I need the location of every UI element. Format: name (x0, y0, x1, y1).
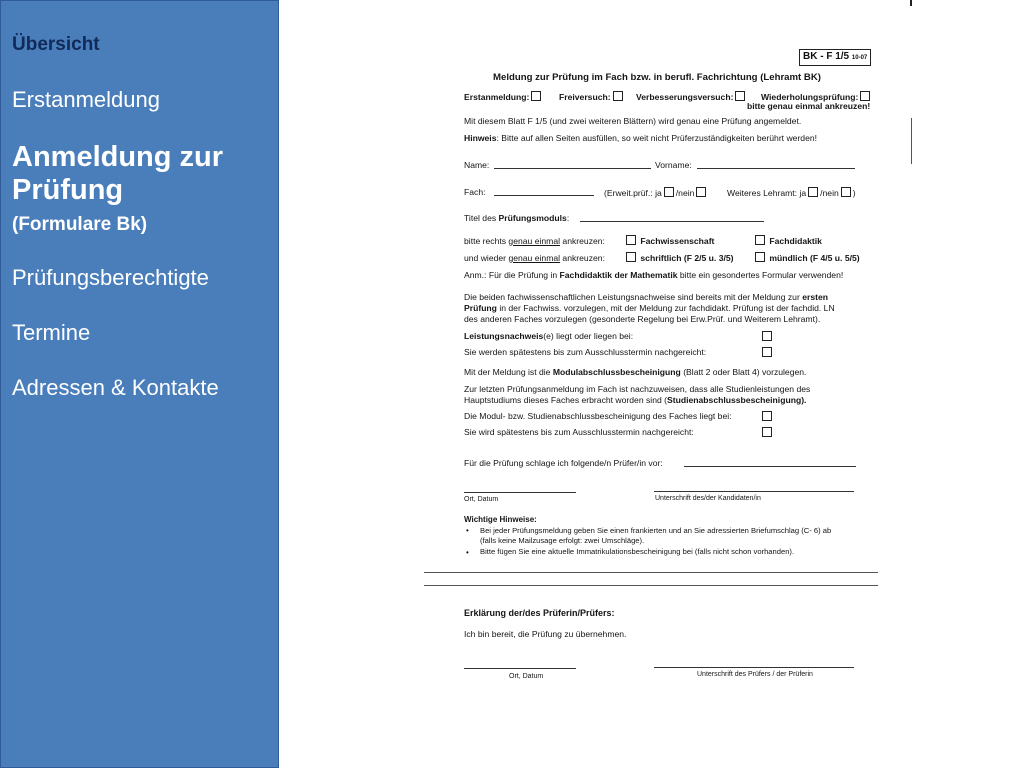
cert-attached-label: Die Modul- bzw. Studienabschlussbescheinigung des Faches liegt bei: (464, 411, 732, 421)
navigation-sidebar (0, 0, 279, 768)
option-oral: mündlich (F 4/5 u. 5/5) (753, 252, 860, 264)
scanned-form-document (280, 0, 1024, 768)
ln-attached-label: Leistungsnachweis(e) liegt oder liegen bei: (464, 331, 634, 341)
option-note: bitte genau einmal ankreuzen! (747, 101, 871, 111)
scan-mark (910, 0, 912, 6)
checkbox-ln-attached[interactable] (762, 331, 772, 341)
note-enrollment: Bitte fügen Sie eine aktuelle Immatrikulationsbescheinigung bei (falls nicht schon vorhanden). (480, 547, 795, 556)
final-registration-note: Zur letzten Prüfungsanmeldung im Fach ist nachzuweisen, dass alle Studienleistungen des (464, 384, 811, 394)
nav-item-exam-registration-subtitle[interactable]: (Formulare Bk) (12, 214, 148, 235)
final-registration-note: Hauptstudiums dieses Faches erbracht worden sind (Studienabschlussbescheinigung). (464, 395, 807, 405)
extended-exam-row: (Erweit.prüf.: ja /nein (604, 187, 708, 199)
checkbox-first-registration[interactable] (531, 91, 541, 101)
option-subject-science: Fachwissenschaft (624, 235, 714, 247)
checkbox-extended-yes[interactable] (664, 187, 674, 197)
checkbox-free-attempt[interactable] (613, 91, 623, 101)
place-date-caption: Ort, Datum (464, 496, 499, 503)
bullet-dot: • (466, 548, 469, 557)
checkbox-other-no[interactable] (841, 187, 851, 197)
checkbox-ln-later[interactable] (762, 347, 772, 357)
nav-item-exam-registration-active[interactable]: Anmeldung zur Prüfung (12, 141, 224, 206)
name-field[interactable] (494, 168, 651, 169)
math-note: Anm.: Für die Prüfung in Fachdidaktik der Mathematik bitte ein gesondertes Formular verwenden! (464, 270, 844, 280)
option-row: Erstanmeldung: (464, 91, 543, 103)
checkbox-oral[interactable] (755, 252, 765, 262)
other-teaching-row: Weiteres Lehramt: ja /nein ) (727, 188, 856, 198)
checkbox-improvement-attempt[interactable] (735, 91, 745, 101)
important-notes-heading: Wichtige Hinweise: (464, 515, 537, 524)
nav-item-overview[interactable]: Übersicht (12, 34, 100, 55)
option-row: Freiversuch: (559, 91, 625, 103)
examiner-signature-caption: Unterschrift des Prüfers / der Prüferin (697, 671, 813, 678)
declaration-text: Ich bin bereit, die Prüfung zu übernehmen. (464, 629, 627, 639)
ln-later-label: Sie werden spätestens bis zum Ausschlusstermin nachgereicht: (464, 347, 707, 357)
place-date-line-2[interactable] (464, 668, 576, 669)
examiner-suggestion-field[interactable] (684, 466, 856, 467)
bullet-dot: • (466, 526, 469, 535)
subject-field[interactable] (494, 195, 594, 196)
checkbox-extended-no[interactable] (696, 187, 706, 197)
note-envelope-cont: (falls keine Mailzusage erfolgt: zwei Umschläge). (480, 536, 645, 545)
form-title: Meldung zur Prüfung im Fach bzw. in berufl. Fachrichtung (Lehramt BK) (493, 72, 821, 83)
checkbox-subject-didactics[interactable] (755, 235, 765, 245)
checkbox-written[interactable] (626, 252, 636, 262)
candidate-signature-caption: Unterschrift des/der Kandidaten/in (655, 495, 761, 502)
firstname-label: Vorname: (655, 160, 692, 170)
module-cert-note: Mit der Meldung ist die Modulabschlussbescheinigung (Blatt 2 oder Blatt 4) vorzulegen. (464, 367, 807, 377)
candidate-signature-line[interactable] (654, 491, 854, 492)
choose-type-label: und wieder genau einmal ankreuzen: (464, 253, 605, 263)
intro-text: Mit diesem Blatt F 1/5 (und zwei weiteren Blättern) wird genau eine Prüfung angemeldet. (464, 116, 802, 126)
place-date-line[interactable] (464, 492, 576, 493)
scan-mark (911, 118, 912, 164)
place-date-caption-2: Ort, Datum (509, 673, 544, 680)
examiner-suggestion-label: Für die Prüfung schlage ich folgende/n Prüfer/in vor: (464, 458, 663, 468)
option-written: schriftlich (F 2/5 u. 3/5) (624, 252, 734, 264)
firstname-field[interactable] (697, 168, 855, 169)
option-subject-didactics: Fachdidaktik (753, 235, 822, 247)
name-label: Name: (464, 160, 490, 170)
checkbox-cert-attached[interactable] (762, 411, 772, 421)
nav-item-dates[interactable]: Termine (12, 320, 91, 345)
cert-later-label: Sie wird spätestens bis zum Ausschlusstermin nachgereicht: (464, 427, 694, 437)
checkbox-other-yes[interactable] (808, 187, 818, 197)
checkbox-subject-science[interactable] (626, 235, 636, 245)
nav-item-first-registration[interactable]: Erstanmeldung (12, 87, 160, 112)
checkbox-repeat-exam[interactable] (860, 91, 870, 101)
form-code-badge: BK - F 1/5 10-07 (799, 49, 871, 66)
note-envelope: Bei jeder Prüfungsmeldung geben Sie einen frankierten und an Sie adressierten Briefumschlag (C- 6) ab (480, 526, 832, 535)
checkbox-cert-later[interactable] (762, 427, 772, 437)
ln-paragraph-line: Prüfung in der Fachwiss. vorzulegen, mit der Meldung zur fachdidakt. Prüfung ist der fachdid. LN (464, 303, 835, 313)
divider (424, 585, 878, 586)
examiner-signature-line[interactable] (654, 667, 854, 668)
declaration-title: Erklärung der/des Prüferin/Prüfers: (464, 608, 615, 618)
ln-paragraph-line: Die beiden fachwissenschaftlichen Leistungsnachweise sind bereits mit der Meldung zur ersten (464, 292, 828, 302)
nav-item-addresses-contacts[interactable]: Adressen & Kontakte (12, 375, 219, 400)
module-title-label: Titel des Prüfungsmoduls: (464, 213, 570, 223)
module-title-field[interactable] (580, 221, 764, 222)
choose-area-label: bitte rechts genau einmal ankreuzen: (464, 236, 605, 246)
hint-text: Hinweis: Bitte auf allen Seiten ausfüllen, so weit nicht Prüferzuständigkeiten berührt werden! (464, 133, 818, 143)
ln-paragraph-line: des anderen Faches vorzulegen (gesonderte Regelung bei Erw.Prüf. und Weiterem Lehramt). (464, 314, 821, 324)
nav-item-eligible-examiners[interactable]: Prüfungsberechtigte (12, 265, 209, 290)
subject-label: Fach: (464, 187, 486, 197)
option-row: Wiederholungsprüfung: (761, 91, 872, 103)
divider (424, 572, 878, 573)
option-row: Verbesserungsversuch: (636, 91, 747, 103)
